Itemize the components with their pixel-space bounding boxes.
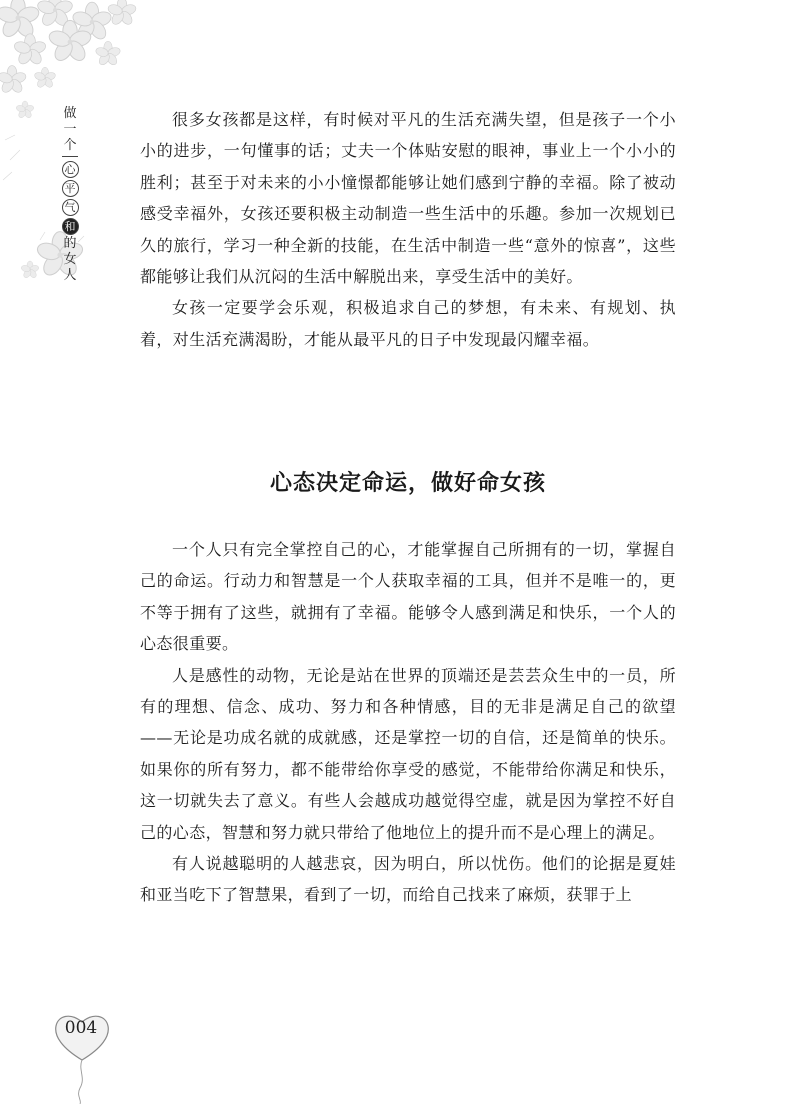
side-title-char: 个	[63, 138, 77, 153]
side-title-char: 一	[63, 122, 77, 137]
paragraph: 很多女孩都是这样，有时候对平凡的生活充满失望，但是孩子一个小小的进步，一句懂事的话；丈夫一个体贴安慰的眼神，事业上一个小小的胜利；甚至于对未来的小小憧憬都能够让她们感到宁静的幸福。除了被动感受幸福外，女孩还要积极主动制造一些生活中的乐趣。参加一次规划已久的旅行，学习一种全新的技能，在生活中制造一些“意外的惊喜”，这些都能够让我们从沉闷的生活中解脱出来，享受生活中的美好。	[140, 110, 676, 287]
paragraph: 一个人只有完全掌控自己的心，才能掌握自己所拥有的一切，掌握自己的命运。行动力和智慧是一个人获取幸福的工具，但并不是唯一的，更不等于拥有了这些，就拥有了幸福。能够令人感到满足和快乐，一个人的心态很重要。	[140, 540, 676, 654]
side-title-char: 做	[63, 106, 77, 121]
section-heading: 心态决定命运，做好命女孩	[269, 471, 546, 496]
running-header-book-title	[57, 106, 83, 284]
side-title-char: 平	[62, 180, 79, 197]
section-2-body	[140, 534, 676, 911]
side-title-char: 心	[62, 161, 79, 178]
paragraph: 有人说越聪明的人越悲哀，因为明白，所以忧伤。他们的论据是夏娃和亚当吃下了智慧果，看到了一切，而给自己找来了麻烦，获罪于上	[140, 854, 676, 905]
side-title-char: 的	[63, 236, 77, 251]
section-1-body	[140, 104, 676, 355]
side-title-char: 人	[63, 268, 77, 283]
page-number: 004	[64, 1018, 98, 1038]
side-title-char: 和	[62, 218, 79, 235]
paragraph: 女孩一定要学会乐观，积极追求自己的梦想，有未来、有规划、执着，对生活充满渴盼，才能从最平凡的日子中发现最闪耀幸福。	[140, 298, 676, 349]
paragraph: 人是感性的动物，无论是站在世界的顶端还是芸芸众生中的一员，所有的理想、信念、成功、努力和各种情感，目的无非是满足自己的欲望——无论是功成名就的成就感，还是掌控一切的自信，还是简单的快乐。如果你的所有努力，都不能带给你享受的感觉，不能带给你满足和快乐，这一切就失去了意义。有些人会越成功越觉得空虚，就是因为掌控不好自己的心态，智慧和努力就只带给了他地位上的提升而不是心理上的满足。	[140, 665, 676, 842]
side-title-divider	[62, 156, 78, 157]
side-title-char: 气	[62, 199, 79, 216]
side-title-char: 女	[63, 252, 77, 267]
